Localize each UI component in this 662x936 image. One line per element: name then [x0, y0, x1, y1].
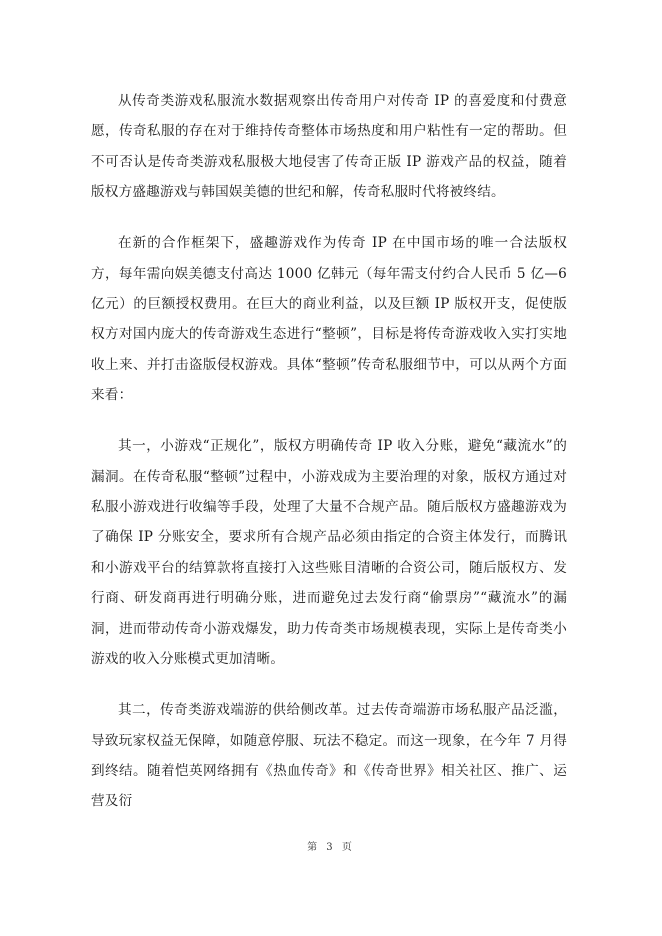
body-text — [91, 86, 567, 817]
paragraph-cooperation-framework: 在新的合作框架下，盛趣游戏作为传奇 IP 在中国市场的唯一合法版权方，每年需向娱美德支付高达 1000 亿韩元（每年需支付约合人民币 5 亿—6 亿元）的巨额授权费用。在巨大的商业利益，以及巨额 IP 版权开支，促使版权方对国内庞大的传奇游戏生态进行“整顿”，目标是将传奇游戏收入实打实地收上来、并打击盗版侵权游戏。具体“整顿”传奇私服细节中，可以从两个方面来看： — [91, 235, 567, 404]
paragraph-intro: 从传奇类游戏私服流水数据观察出传奇用户对传奇 IP 的喜爱度和付费意愿，传奇私服的存在对于维持传奇整体市场热度和用户粘性有一定的帮助。但不可否认是传奇类游戏私服极大地侵害了传奇正版 IP 游戏产品的权益，随着版权方盛趣游戏与韩国娱美德的世纪和解，传奇私服时代将被终结。 — [91, 93, 567, 201]
paragraph-pc-games: 其二，传奇类游戏端游的供给侧改革。过去传奇端游市场私服产品泛滥，导致玩家权益无保障，如随意停服、玩法不稳定。而这一现象，在今年 7 月得到终结。随着恺英网络拥有《热血传奇》和《传奇世界》相关社区、推广、运营及衍 — [91, 702, 567, 810]
page-number: 第 3 页 — [307, 842, 355, 853]
paragraph-mini-games: 其一，小游戏“正规化”，版权方明确传奇 IP 收入分账，避免“藏流水”的漏洞。在传奇私服“整顿”过程中，小游戏成为主要治理的对象，版权方通过对私服小游戏进行收编等手段，处理了大量不合规产品。随后版权方盛趣游戏为了确保 IP 分账安全，要求所有合规产品必须由指定的合资主体发行，而腾讯和小游戏平台的结算款将直接打入这些账目清晰的合资公司，随后版权方、发行商、研发商再进行明确分账，进而避免过去发行商“偷票房”“藏流水”的漏洞，进而带动传奇小游戏爆发，助力传奇类市场规模表现，实际上是传奇类小游戏的收入分账模式更加清晰。 — [91, 438, 567, 668]
